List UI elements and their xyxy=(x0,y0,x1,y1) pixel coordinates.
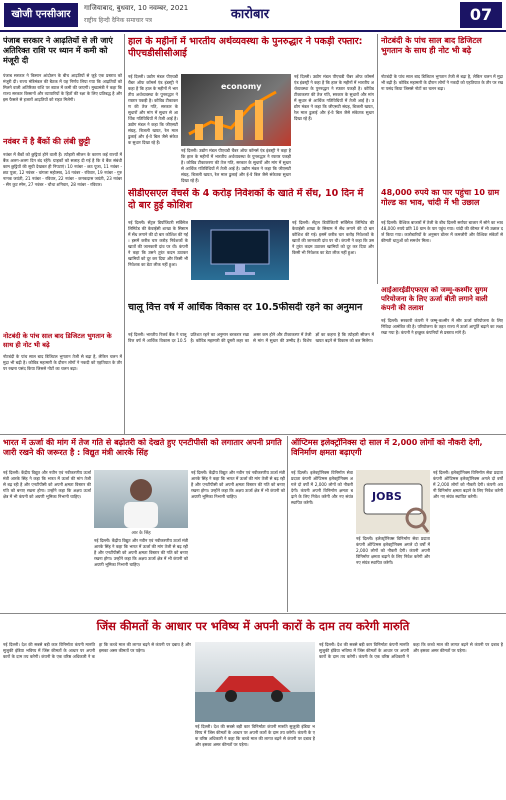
headline: नोटबंदी के पांच साल बाद डिजिटल भुगतान के साथ ही नोट भी बढ़े xyxy=(381,36,482,55)
headline: 48,000 रुपये का पार पहुंचा 10 ग्राम गोल्ड का भाव, चांदी में भी उछाल xyxy=(381,188,500,207)
article-body: नई दिल्ली। सरकारी कंपनी ने जम्मू-कश्मीर में सौर ऊर्जा परियोजना के लिए निविदा आमंत्रित की है। परियोजना के तहत राज्य में ऊर्जा आपूर्ति बढ़ाने का लक्ष्य रखा गया है। कंपनी ने इच्छुक कंपनियों से प्रस्ताव मांगे हैं। xyxy=(381,318,503,335)
dateline: गाजियाबाद, बुधवार, 10 नवम्बर, 2021 xyxy=(84,4,189,12)
column-rule xyxy=(287,436,288,612)
photo-caption: आर के सिंह xyxy=(131,531,151,536)
car-image xyxy=(195,642,315,722)
headline: ऑप्टिमस इलेक्ट्रॉनिक्स दो साल में 2,000 लोगों को नौकरी देगी, विनिर्माण क्षमता बढ़ाएगी xyxy=(291,438,483,457)
article-body: नई दिल्ली। उद्योग मंडल पीएचडी चैंबर ऑफ कॉमर्स एंड इंडस्ट्री ने कहा है कि हाल के महीनों में भारतीय अर्थव्यवस्था के पुनरुद्धार ने रफ्तार पकड़ी है। कोविड टीकाकरण की तेज गति, सरकार के सुधारों और मांग में सुधार से आर्थिक गतिविधियों में तेजी आई है। उद्योग मंडल ने कहा कि जीएसटी संग्रह, बिजली खपत, रेल माल ढुलाई और ई-वे बिल जैसे संकेतक सुधार दिखा रहे हैं। xyxy=(294,74,374,121)
punjab-article xyxy=(3,36,122,72)
subhead: नोटबंदी के पांच साल बाद डिजिटल भुगतान के साथ ही नोट भी बढ़े xyxy=(3,332,112,349)
masthead xyxy=(0,0,506,32)
headline: भारत में ऊर्जा की मांग में तेज गति से बढ़ोतरी को देखते हुए एनटीपीसी को लगातार अपनी प्रगति जारी रखने की जरूरत है : विद्युत मंत्री आरके सिंह xyxy=(3,438,282,457)
article-body: नवंबर में बैंकों को छुट्टियां होने वाली हैं। त्योहारी सीजन के कारण कई राज्यों में बैंक अलग-अलग दिन बंद रहेंगे। ग्राहकों को सलाह दी गई है कि वे बैंक संबंधी काम छुट्टियों की सूची देखकर ही निपटाएं। 10 नवंबर - छठ पूजा, 11 नवंबर - छठ पूजा, 12 नवंबर - वांगला महोत्सव, 14 नवंबर - रविवार, 19 नवंबर - गुरु नानक जयंती, 21 नवंबर - रविवार, 22 नवंबर - कनकदास जयंती, 23 नवंबर - सेंग कुट स्नेम, 27 नवंबर - चौथा शनिवार, 28 नवंबर - रविवार। xyxy=(3,152,122,187)
article-body: नई दिल्ली। वैश्विक बाजारों में तेजी के बीच दिल्ली सर्राफा बाजार में सोने का भाव 48,000 रुपये प्रति 10 ग्राम के पार पहुंच गया। चांदी की कीमत में भी उछाल दर्ज किया गया। कारोबारियों के अनुसार डॉलर में कमजोरी और वैश्विक संकेतों से कीमती धातुओं को समर्थन मिला। xyxy=(381,220,503,243)
person-icon xyxy=(94,470,188,528)
headline: पंजाब सरकार ने आढ़तियों से ली जाएं अतिरिक्त राशि पर ध्यान में कमी को मंजूरी दी xyxy=(3,36,113,65)
gold-article xyxy=(381,188,503,218)
image-label: economy xyxy=(221,82,262,91)
page-number: 07 xyxy=(460,2,502,28)
minister-photo xyxy=(94,470,188,528)
article-body: नई दिल्ली। इलेक्ट्रॉनिक्स विनिर्माण सेवा प्रदाता कंपनी ऑप्टिमस इलेक्ट्रॉनिक्स अगले दो वर्षों में 2,000 लोगों को नौकरी देगी। कंपनी अपनी विनिर्माण क्षमता बढ़ाने के लिए निवेश करेगी और नए संयंत्र स्थापित करेगी। xyxy=(356,536,430,565)
headline: सीडीएसएल वेंचर्स के 4 करोड़ निवेशकों के खाते में सेंध, 10 दिन में दो बार हुई कोशिश xyxy=(128,188,364,211)
headline: आईआरईडीएफएस को जम्मू-कश्मीर सुगम परियोजना के लिए ऊर्जा बीती लगाने वाली कंपनी की तलाश xyxy=(381,286,488,312)
economy-image xyxy=(181,74,291,146)
section-title: कारोबार xyxy=(230,7,270,22)
headline: चालू वित्त वर्ष में आर्थिक विकास दर 10.5फीसदी रहने का अनुमान xyxy=(128,302,363,313)
article-body: पंजाब सरकार ने किसान आंदोलन के बीच आढ़तियों से जुड़े एक प्रस्ताव को मंजूरी दी। राज्य मंत्रिमंडल की बैठक में यह निर्णय लिया गया कि आढ़तियों को मिलने वाली अतिरिक्त राशि पर ब्याज में कमी की जाएगी। मुख्यमंत्री ने कहा कि राज्य सरकार किसानों और व्यापारियों के हितों की रक्षा के लिए प्रतिबद्ध है और इस फैसले से हजारों आढ़तियों को राहत मिलेगी। xyxy=(3,73,122,102)
note-ban-article xyxy=(381,36,503,72)
headline: हाल के महीनों में भारतीय अर्थव्यवस्था के पुनरुद्धार ने पकड़ी रफ्तार: पीएचडीसीसीआई xyxy=(128,36,363,59)
cdsl-article xyxy=(128,188,374,218)
article-body: नई दिल्ली। सेंट्रल डिपॉजिटरी सर्विसेज लिमिटेड की केवाईसी शाखा के सिस्टम में सेंध लगाने की दो बार कोशिश की गई। इसमें करीब चार करोड़ निवेशकों के खातों की जानकारी दांव पर थी। कंपनी ने कहा कि उसने तुरंत कदम उठाकर खामियों को दूर कर दिया और किसी भी निवेशक का डेटा लीक नहीं हुआ। xyxy=(128,220,188,267)
article-body: नई दिल्ली। इलेक्ट्रॉनिक्स विनिर्माण सेवा प्रदाता कंपनी ऑप्टिमस इलेक्ट्रॉनिक्स अगले दो वर्षों में 2,000 लोगों को नौकरी देगी। कंपनी अपनी विनिर्माण क्षमता बढ़ाने के लिए निवेश करेगी और नए संयंत्र स्थापित करेगी। xyxy=(291,470,353,505)
article-body: नई दिल्ली। देश की सबसे बड़ी कार विनिर्माता कंपनी मारुति सुजुकी इंडिया भविष्य में जिंस कीमतों के आधार पर अपनी कारों के दाम तय करेगी। कंपनी के एक वरिष्ठ अधिकारी ने कहा कि कच्चे माल की लागत बढ़ने से कंपनी पर दबाव है और इसका असर कीमतों पर पड़ेगा। xyxy=(195,724,315,747)
jobs-article xyxy=(291,438,503,468)
section-rule xyxy=(0,613,506,614)
article-body: नई दिल्ली। देश की सबसे बड़ी कार विनिर्माता कंपनी मारुति सुजुकी इंडिया भविष्य में जिंस कीमतों के आधार पर अपनी कारों के दाम तय करेगी। कंपनी के एक वरिष्ठ अधिकारी ने कहा कि कच्चे माल की लागत बढ़ने से कंपनी पर दबाव है और इसका असर कीमतों पर पड़ेगा। xyxy=(319,642,503,659)
jobs-image xyxy=(356,470,430,534)
article-body: नई दिल्ली। केंद्रीय विद्युत और नवीन एवं नवीकरणीय ऊर्जा मंत्री आरके सिंह ने कहा कि भारत में ऊर्जा की मांग तेजी से बढ़ रही है और एनटीपीसी को अपनी क्षमता विस्तार की गति को बनाए रखना होगा। उन्होंने कहा कि अक्षय ऊर्जा क्षेत्र में भी कंपनी को अग्रणी भूमिका निभानी चाहिए। xyxy=(94,538,188,567)
article-body: नई दिल्ली। केंद्रीय विद्युत और नवीन एवं नवीकरणीय ऊर्जा मंत्री आरके सिंह ने कहा कि भारत में ऊर्जा की मांग तेजी से बढ़ रही है और एनटीपीसी को अपनी क्षमता विस्तार की गति को बनाए रखना होगा। उन्होंने कहा कि अक्षय ऊर्जा क्षेत्र में भी कंपनी को अग्रणी भूमिका निभानी चाहिए। xyxy=(191,470,285,499)
ireda-article xyxy=(381,286,503,316)
subhead: नवंबर में है बैंकों की लंबी छुट्टी xyxy=(3,137,91,146)
article-body: नई दिल्ली। भारतीय रिजर्व बैंक ने चालू वित्त वर्ष में आर्थिक विकास दर 10.5 प्रतिशत रहने का अनुमान बरकरार रखा है। कोविड महामारी की दूसरी लहर का असर कम होने और टीकाकरण में तेजी से मांग में सुधार की उम्मीद है। विशेषज्ञों का कहना है कि त्योहारी सीजन में खपत बढ़ने से विकास को बल मिलेगा। xyxy=(128,332,374,343)
car-factory-photo xyxy=(195,642,315,722)
tagline: राष्ट्रीय हिन्दी दैनिक समाचार पत्र xyxy=(84,17,152,24)
column-rule xyxy=(124,34,125,434)
newspaper-logo: खोजी एनसीआर xyxy=(4,3,78,27)
column-rule xyxy=(377,34,378,284)
article-body: नोटबंदी के पांच साल बाद डिजिटल भुगतान तेजी से बढ़ा है, लेकिन चलन में मुद्रा भी बढ़ी है। कोविड महामारी के दौरान लोगों ने नकदी को एहतियात के तौर पर रखना पसंद किया जिससे नोटों का चलन बढ़ा। xyxy=(3,354,122,371)
headline: जिंस कीमतों के आधार पर भविष्य में अपनी कारों के दाम तय करेगी मारुति xyxy=(96,619,410,633)
article-body: नई दिल्ली। सेंट्रल डिपॉजिटरी सर्विसेज लिमिटेड की केवाईसी शाखा के सिस्टम में सेंध लगाने की दो बार कोशिश की गई। इसमें करीब चार करोड़ निवेशकों के खातों की जानकारी दांव पर थी। कंपनी ने कहा कि उसने तुरंत कदम उठाकर खामियों को दूर कर दिया और किसी भी निवेशक का डेटा लीक नहीं हुआ। xyxy=(292,220,374,255)
cdsl-image xyxy=(191,220,289,280)
article-body: नई दिल्ली। उद्योग मंडल पीएचडी चैंबर ऑफ कॉमर्स एंड इंडस्ट्री ने कहा है कि हाल के महीनों में भारतीय अर्थव्यवस्था के पुनरुद्धार ने रफ्तार पकड़ी है। कोविड टीकाकरण की तेज गति, सरकार के सुधारों और मांग में सुधार से आर्थिक गतिविधियों में तेजी आई है। उद्योग मंडल ने कहा कि जीएसटी संग्रह, बिजली खपत, रेल माल ढुलाई और ई-वे बिल जैसे संकेतक सुधार दिखा रहे हैं। xyxy=(181,148,291,183)
article-body: नई दिल्ली। केंद्रीय विद्युत और नवीन एवं नवीकरणीय ऊर्जा मंत्री आरके सिंह ने कहा कि भारत में ऊर्जा की मांग तेजी से बढ़ रही है और एनटीपीसी को अपनी क्षमता विस्तार की गति को बनाए रखना होगा। उन्होंने कहा कि अक्षय ऊर्जा क्षेत्र में भी कंपनी को अग्रणी भूमिका निभानी चाहिए। xyxy=(3,470,91,499)
article-body: नई दिल्ली। देश की सबसे बड़ी कार विनिर्माता कंपनी मारुति सुजुकी इंडिया भविष्य में जिंस कीमतों के आधार पर अपनी कारों के दाम तय करेगी। कंपनी के एक वरिष्ठ अधिकारी ने कहा कि कच्चे माल की लागत बढ़ने से कंपनी पर दबाव है और इसका असर कीमतों पर पड़ेगा। xyxy=(3,642,191,659)
article-body: नोटबंदी के पांच साल बाद डिजिटल भुगतान तेजी से बढ़ा है, लेकिन चलन में मुद्रा भी बढ़ी है। कोविड महामारी के दौरान लोगों ने नकदी को एहतियात के तौर पर रखना पसंद किया जिससे नोटों का चलन बढ़ा। xyxy=(381,74,503,91)
gdp-article xyxy=(128,302,374,330)
image-label: JOBS xyxy=(372,490,402,503)
economy-article xyxy=(128,36,374,72)
monitor-icon xyxy=(191,220,289,280)
commodity-article xyxy=(3,616,503,638)
article-body: नई दिल्ली। उद्योग मंडल पीएचडी चैंबर ऑफ कॉमर्स एंड इंडस्ट्री ने कहा है कि हाल के महीनों में भारतीय अर्थव्यवस्था के पुनरुद्धार ने रफ्तार पकड़ी है। कोविड टीकाकरण की तेज गति, सरकार के सुधारों और मांग में सुधार से आर्थिक गतिविधियों में तेजी आई है। उद्योग मंडल ने कहा कि जीएसटी संग्रह, बिजली खपत, रेल माल ढुलाई और ई-वे बिल जैसे संकेतक सुधार दिखा रहे हैं। xyxy=(128,74,178,145)
article-body: नई दिल्ली। इलेक्ट्रॉनिक्स विनिर्माण सेवा प्रदाता कंपनी ऑप्टिमस इलेक्ट्रॉनिक्स अगले दो वर्षों में 2,000 लोगों को नौकरी देगी। कंपनी अपनी विनिर्माण क्षमता बढ़ाने के लिए निवेश करेगी और नए संयंत्र स्थापित करेगी। xyxy=(433,470,503,499)
section-rule xyxy=(0,434,506,435)
ntpc-article xyxy=(3,438,285,468)
